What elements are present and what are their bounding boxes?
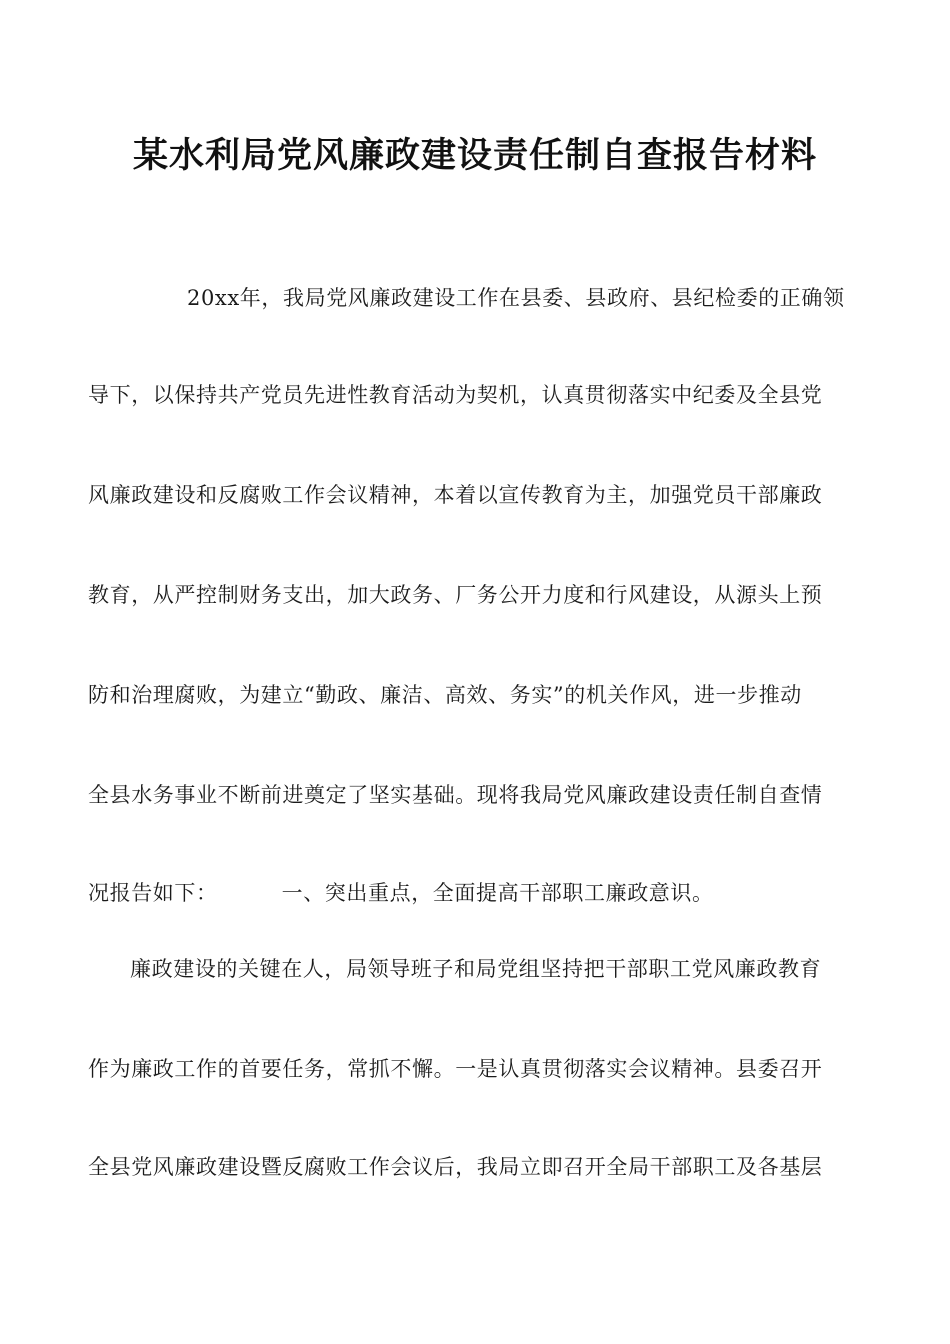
paragraph-line: 廉政建设的关键在人，局领导班子和局党组坚持把干部职工党风廉政教育 (130, 957, 822, 981)
paragraph-line: 风廉政建设和反腐败工作会议精神，本着以宣传教育为主，加强党员干部廉政 (88, 483, 823, 507)
document-title: 某水利局党风廉政建设责任制自查报告材料 (132, 136, 817, 176)
paragraph-line: 全县水务事业不断前进奠定了坚实基础。现将我局党风廉政建设责任制自查情 (88, 783, 823, 807)
paragraph-line: 防和治理腐败，为建立“勤政、廉洁、高效、务实”的机关作风，进一步推动 (88, 683, 802, 707)
paragraph-line-end: 况报告如下： (88, 881, 218, 905)
paragraph-line: 20xx年，我局党风廉政建设工作在县委、县政府、县纪检委的正确领 (187, 286, 845, 310)
paragraph-line: 导下，以保持共产党员先进性教育活动为契机，认真贯彻落实中纪委及全县党 (88, 383, 823, 407)
paragraph-line (88, 878, 848, 908)
paragraph-line: 全县党风廉政建设暨反腐败工作会议后，我局立即召开全局干部职工及各基层 (88, 1155, 823, 1179)
paragraph-line: 作为廉政工作的首要任务，常抓不懈。一是认真贯彻落实会议精神。县委召开 (88, 1057, 823, 1081)
section-heading: 一、突出重点，全面提高干部职工廉政意识。 (281, 881, 714, 905)
paragraph-line: 教育，从严控制财务支出，加大政务、厂务公开力度和行风建设，从源头上预 (88, 583, 823, 607)
